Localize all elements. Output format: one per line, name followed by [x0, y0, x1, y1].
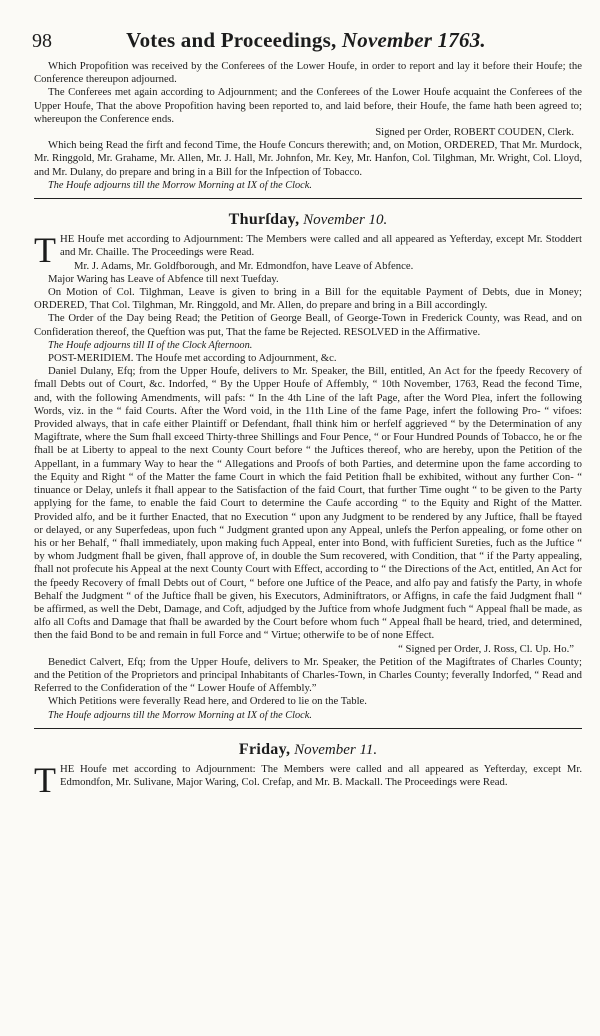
paragraph: Benedict Calvert, Efq; from the Upper Houfe, delivers to Mr. Speaker, the Petition of the Magiftrates of Charles County; and the Petition of the Proprietors and principal Inhabitants of Charles-Town, in Charles County; feverally Indorfed, “ Read and Referred to the Confideration of the “ Lower Houfe of Affembly.” — [34, 655, 582, 695]
section-divider — [34, 728, 582, 729]
signature-line: Signed per Order, ROBERT COUDEN, Clerk. — [375, 126, 574, 139]
running-title-date: November 1763. — [341, 28, 486, 52]
paragraph: Major Waring has Leave of Abfence till next Tuefday. — [48, 272, 279, 285]
day-heading — [34, 213, 582, 227]
paragraph: Which Petitions were feverally Read here, and Ordered to lie on the Table. — [48, 695, 367, 708]
paragraph: Which Propofition was received by the Conferees of the Lower Houfe, in order to report and lay it before their Houfe; the Conference thereupon adjourned. — [34, 60, 582, 86]
section-friday — [34, 740, 582, 800]
paragraph: On Motion of Col. Tilghman, Leave is given to bring in a Bill for the equitable Payment of Debts, due in Money; ORDERED, That Col. Tilghman, Mr. Ringgold, and Mr. Allen, do prepare and bring in a Bill accordingly. — [34, 286, 582, 312]
paragraph — [34, 759, 582, 800]
adjournment-note: The Houfe adjourns till II of the Clock Afternoon. — [48, 339, 253, 351]
day-heading — [34, 740, 582, 758]
paragraph: The Order of the Day being Read; the Petition of George Beall, of George-Town in Frederick County, was Read, and on Confideration thereof, the Queftion was put, That the fame be Rejected. RESOLVED in the Affirmative. — [34, 312, 582, 338]
running-title-text: Votes and Proceedings, — [126, 28, 337, 52]
signature-line: “ Signed per Order, J. Ross, Cl. Up. Ho.” — [398, 642, 574, 655]
paragraph-text: HE Houfe met according to Adjournment: The Members were called and all appeared as Yefterday, except Mr. Edmondfon, Mr. Sulivane, Major Waring, Col. Crefap, and Mr. B. Mackall. The Proceedings were Read. — [60, 762, 582, 789]
day-name: Thurſday, — [228, 211, 300, 229]
paragraph: Which being Read the firft and fecond Time, the Houfe Concurs therewith; and, on Motion, ORDERED, That Mr. Murdock, Mr. Ringgold, Mr. Grahame, Mr. Allen, Mr. J. Hall, Mr. Johnfon, Mr. Key, Mr. Hanfon, Col. Tilghman, Mr. Wright, Col. Lloyd, and Mr. Dulany, do prepare and bring in a Bill for the Infpection of Tobacco. — [34, 139, 582, 178]
adjournment-note: The Houfe adjourns till the Morrow Morning at IX of the Clock. — [48, 709, 312, 721]
page-content — [34, 60, 582, 800]
paragraph: Daniel Dulany, Efq; from the Upper Houfe, delivers to Mr. Speaker, the Bill, entitled, An Act for the fpeedy Recovery of fmall Debts out of Court, &c. Indorfed, “ By the Upper Houfe of Affembly, “ 10th November, 1763, Read the fecond Time, and, with the following Amendments, will pafs: “ In the 4th Line of the laft Page, after the Word Plea, infert the following Words, viz. in the “ faid Courts. After the Word void, in the 11th Line of the fame Page, infert the following Pro- “ vifoes: Provided always, that in cafe either Plaintiff or Defendant, fhall think him or herfelf aggrieved “ by the Determination of any Magiftrate, where the Sum fhall exceed Thirty-three Shillings and Four Pence, “ or Four Hundred Pounds of Tobacco, he or fhe fhall be at Liberty to appeal to the next County Court before “ the Juftices thereof, who are hereby, upon the Petition of the Appellant, in a fummary Way to hear the “ Allegations and Proofs of both Parties, and determine upon the fame according to the Equity and Right “ of the Matter the fame Court in which the faid Petition fhall be exhibited, without any further Con- “ tinuance or Delay, unlefs it fhall appear to the Satisfaction of the faid Court, that further Time ought “ to be given to the Party applying for the fame, to enable the faid Court to determine the Caufe according “ to the Equity and Right of the Matter. Provided alfo, and be it further Enacted, that no Execution “ upon any Judgment to be rendered by any Juftice, fhall be ftayed or delayed, or any Superfedeas, upon fuch “ Judgment granted upon any Appeal, unlefs the Perfon appealing, or fome other on his or her Behalf, “ fhall immediately, upon making fuch Appeal, enter into Bond, with fufficient Sureties, fuch as the Juftice “ by whom Judgment fhall be given, fhall approve of, in double the Sum recovered, with Condition, that “ if the Party appealing, fhall not profecute his Appeal at the next County Court with Effect, according to “ the Directions of the Act, entitled, An Act for the fpeedy Recovery of fmall Debts out of Court, “ before one Juftice of the Peace, and alfo pay and fatisfy the Party, in whofe Behalf the Judgment “ of the Juftice fhall be given, his Executors, Adminiftrators, or Affigns, in cafe the faid Judgment fhall “ be affirmed, as well the Debt, Damage, and Coft, adjudged by the Juftice from whofe Judgment fuch “ Appeal fhall be made, as alfo all Cofts and Damage that fhall be awarded by the Court before whom fuch “ Appeal fhall be heard, tried, and determined, then the faid Bond to be and remain in full Force and “ Virtue; otherwife to be of none Effect. — [34, 365, 582, 642]
drop-cap: T — [34, 230, 56, 271]
section-top — [34, 60, 582, 192]
day-date: November 10. — [303, 212, 388, 229]
day-date: November 11. — [294, 741, 378, 758]
adjournment-note: The Houfe adjourns till the Morrow Morning at IX of the Clock. — [48, 179, 312, 191]
paragraph: Mr. J. Adams, Mr. Goldfborough, and Mr. Edmondfon, have Leave of Abfence. — [74, 259, 414, 272]
drop-cap: T — [34, 759, 56, 800]
section-thursday — [34, 213, 582, 722]
paragraph: The Conferees met again according to Adjournment; and the Conferees of the Lower Houfe acquaint the Conferees of the Upper Houfe, That the above Propofition having been reported to, and laid before, their Houfe, the fame hath been agreed to; whereupon the Conference ends. — [34, 86, 582, 125]
running-title — [26, 28, 586, 53]
paragraph: POST-MERIDIEM. The Houfe met according to Adjournment, &c. — [48, 352, 337, 365]
page-header — [26, 24, 586, 54]
paragraph-text: HE Houfe met according to Adjournment: The Members were called and all appeared as Yefterday, except Mr. Stoddert and Mr. Chaille. The Proceedings were Read. — [60, 233, 582, 259]
section-divider — [34, 198, 582, 199]
page-number: 98 — [32, 30, 52, 52]
day-name: Friday, — [238, 740, 291, 758]
